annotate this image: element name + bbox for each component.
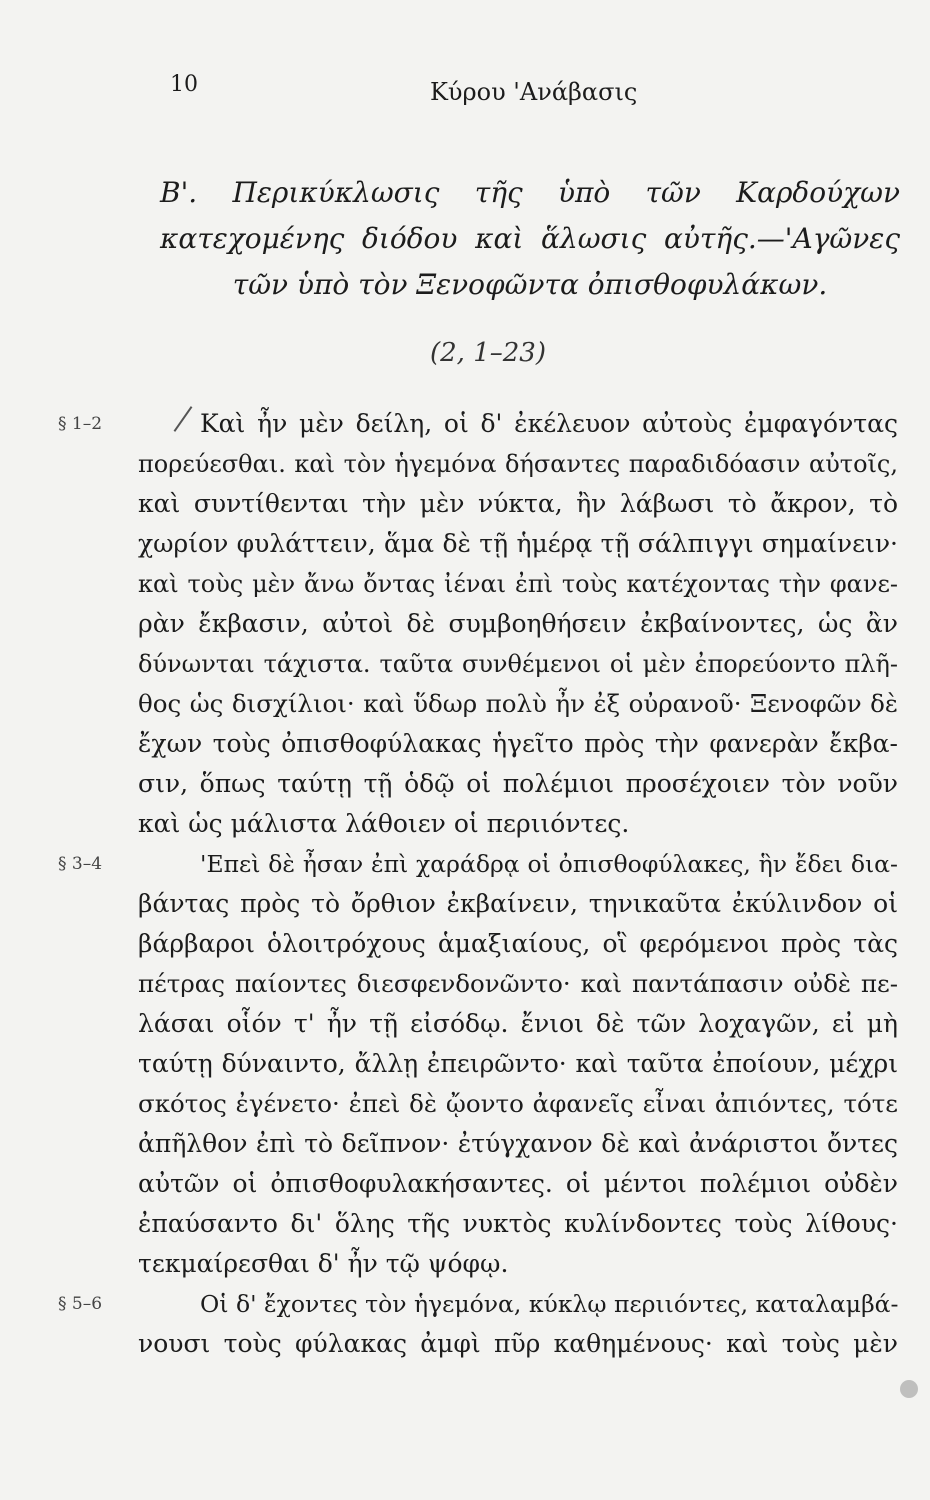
text-line: ἔχων τοὺς ὀπισθοφύλακας ἡγεῖτο πρὸς τὴν φανερὰν ἔκβα-: [138, 729, 898, 758]
running-title: Κύρου 'Ανάβασις: [430, 78, 638, 106]
text-line: σκότος ἐγένετο· ἐπεὶ δὲ ᾤοντο ἀφανεῖς εἶναι ἀπιόντες, τότε: [138, 1089, 898, 1118]
text-line: βάντας πρὸς τὸ ὄρθιον ἐκβαίνειν, τηνικαῦτα ἐκύλινδον οἱ: [138, 889, 898, 918]
page-number: 10: [170, 72, 198, 97]
text-line: νουσι τοὺς φύλακας ἀμφὶ πῦρ καθημένους· καὶ τοὺς μὲν: [138, 1329, 898, 1358]
text-line: ταύτῃ δύναιντο, ἄλλῃ ἐπειρῶντο· καὶ ταῦτα ἐποίουν, μέχρι: [138, 1049, 898, 1078]
ink-smudge: [900, 1380, 918, 1398]
text-line: Καὶ ἦν μὲν δείλη, οἱ δ' ἐκέλευον αὐτοὺς ἐμφαγόντας: [200, 409, 898, 438]
section-range: (2, 1–23): [430, 338, 546, 368]
section-heading: [160, 170, 900, 308]
text-line: θος ὡς δισχίλιοι· καὶ ὕδωρ πολὺ ἦν ἐξ οὐρανοῦ· Ξενοφῶν δὲ: [138, 689, 898, 718]
heading-line: Β'. Περικύκλωσις τῆς ὑπὸ τῶν Καρδούχων: [160, 176, 900, 209]
text-line: πορεύεσθαι. καὶ τὸν ἡγεμόνα δήσαντες παραδιδόασιν αὐτοῖς,: [138, 450, 898, 478]
heading-line: τῶν ὑπὸ τὸν Ξενοφῶντα ὀπισθοφυλάκων.: [232, 268, 828, 301]
text-line: Οἱ δ' ἔχοντες τὸν ἡγεμόνα, κύκλῳ περιιόντες, καταλαμβά-: [200, 1290, 899, 1318]
text-line: τεκμαίρεσθαι δ' ἦν τῷ ψόφῳ.: [138, 1249, 509, 1278]
text-line: αὐτῶν οἱ ὀπισθοφυλακήσαντες. οἱ μέντοι πολέμιοι οὐδὲν: [138, 1169, 898, 1198]
text-line: σιν, ὅπως ταύτῃ τῇ ὁδῷ οἱ πολέμιοι προσέχοιεν τὸν νοῦν: [138, 769, 898, 798]
text-line: 'Επεὶ δὲ ἦσαν ἐπὶ χαράδρᾳ οἱ ὀπισθοφύλακες, ἣν ἔδει δια-: [200, 850, 898, 878]
text-line: καὶ τοὺς μὲν ἄνω ὄντας ἰέναι ἐπὶ τοὺς κατέχοντας τὴν φανε-: [138, 570, 898, 598]
text-line: λάσαι οἷόν τ' ἦν τῇ εἰσόδῳ. ἔνιοι δὲ τῶν λοχαγῶν, εἰ μὴ: [138, 1009, 898, 1038]
text-line: καὶ ὡς μάλιστα λάθοιεν οἱ περιιόντες.: [138, 809, 630, 838]
text-line: βάρβαροι ὁλοιτρόχους ἁμαξιαίους, οἳ φερόμενοι πρὸς τὰς: [138, 929, 898, 958]
text-line: χωρίον φυλάττειν, ἅμα δὲ τῇ ἡμέρᾳ τῇ σάλπιγγι σημαίνειν·: [138, 529, 898, 558]
paragraph-ref: § 5–6: [58, 1294, 103, 1314]
text-line: ἀπῆλθον ἐπὶ τὸ δεῖπνον· ἐτύγχανον δὲ καὶ ἀνάριστοι ὄντες: [138, 1129, 898, 1158]
text-line: καὶ συντίθενται τὴν μὲν νύκτα, ἢν λάβωσι τὸ ἄκρον, τὸ: [138, 489, 898, 518]
running-head: [0, 72, 930, 122]
text-line: ἐπαύσαντο δι' ὅλης τῆς νυκτὸς κυλίνδοντες τοὺς λίθους·: [138, 1209, 898, 1238]
pencil-mark: [174, 406, 193, 432]
heading-line: κατεχομένης διόδου καὶ ἅλωσις αὐτῆς.—'Αγῶνες: [160, 222, 900, 255]
text-line: ρὰν ἔκβασιν, αὐτοὶ δὲ συμβοηθήσειν ἐκβαίνοντες, ὡς ἂν: [138, 609, 898, 638]
text-line: δύνωνται τάχιστα. ταῦτα συνθέμενοι οἱ μὲν ἐπορεύοντο πλῆ-: [138, 650, 898, 678]
paragraph-ref: § 1–2: [58, 414, 103, 434]
paragraph-ref: § 3–4: [58, 854, 103, 874]
text-line: πέτρας παίοντες διεσφενδονῶντο· καὶ παντάπασιν οὐδὲ πε-: [138, 969, 898, 998]
